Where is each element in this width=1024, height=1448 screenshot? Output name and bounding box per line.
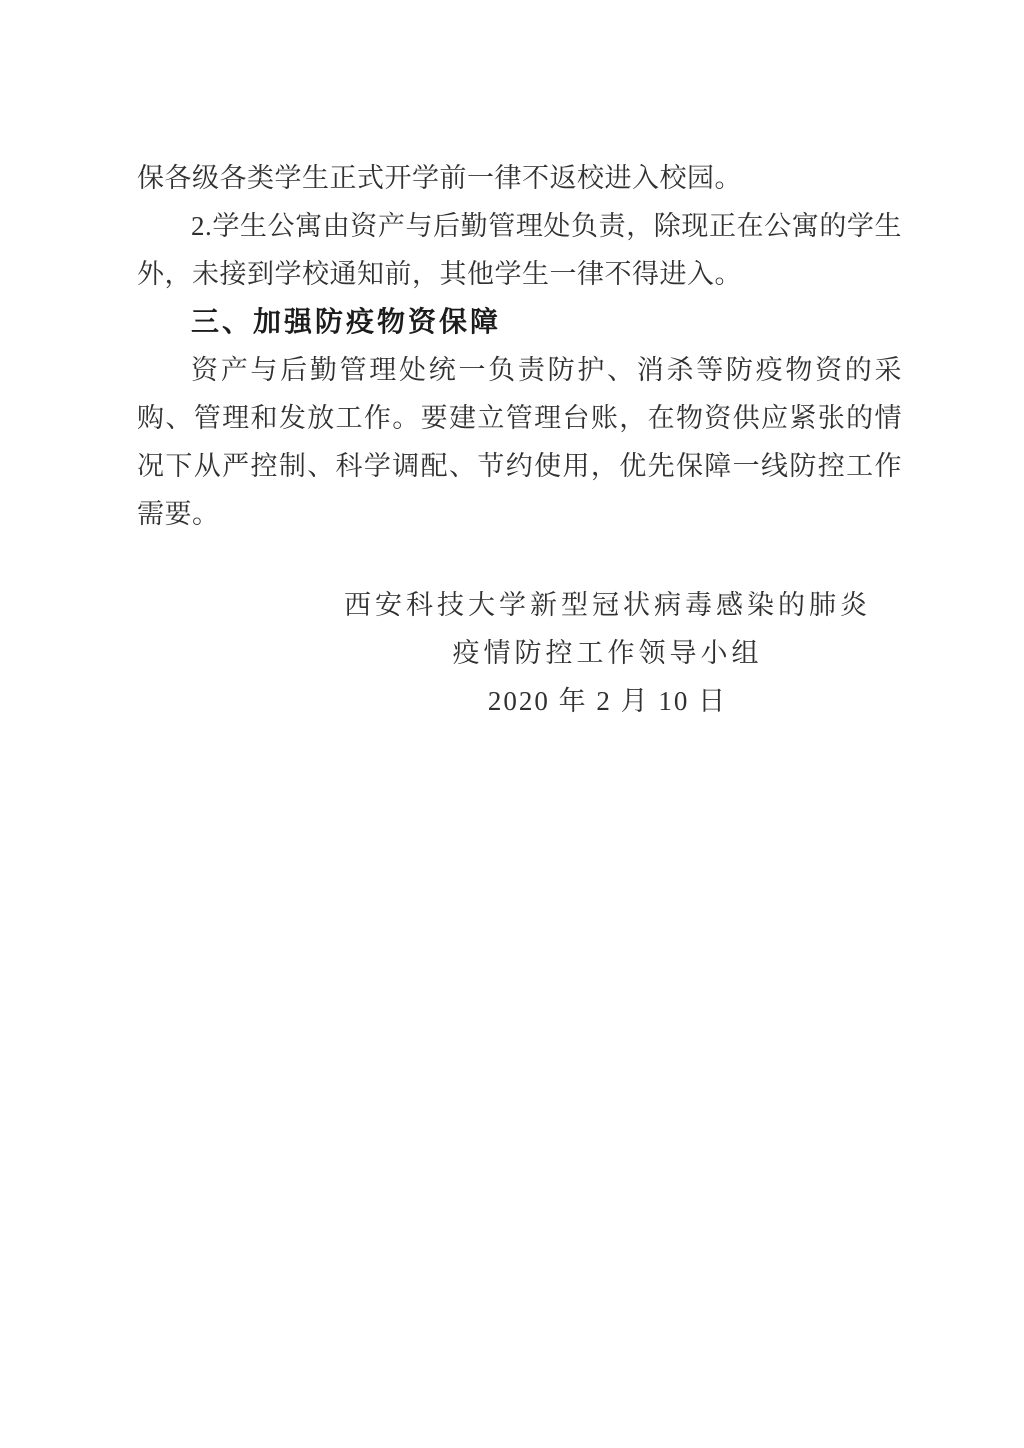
section-heading: 三、加强防疫物资保障	[191, 306, 502, 337]
signature-org-line1: 西安科技大学新型冠状病毒感染的肺炎	[344, 590, 871, 620]
section-body-paragraph: 资产与后勤管理处统一负责防护、消杀等防疫物资的采购、管理和发放工作。要建立管理台账，在物资供应紧张的情况下从严控制、科学调配、节约使用，优先保障一线防控工作需要。	[137, 355, 902, 529]
signature-date: 2020 年 2 月 10 日	[487, 686, 728, 716]
document-content	[137, 154, 902, 725]
paragraph-continuation: 保各级各类学生正式开学前一律不返校进入校园。	[137, 163, 742, 193]
signature-org-line2: 疫情防控工作领导小组	[452, 638, 763, 668]
signature-block	[313, 581, 902, 725]
paragraph-item-2: 2.学生公寓由资产与后勤管理处负责，除现正在公寓的学生外，未接到学校通知前，其他学生一律不得进入。	[137, 211, 902, 289]
